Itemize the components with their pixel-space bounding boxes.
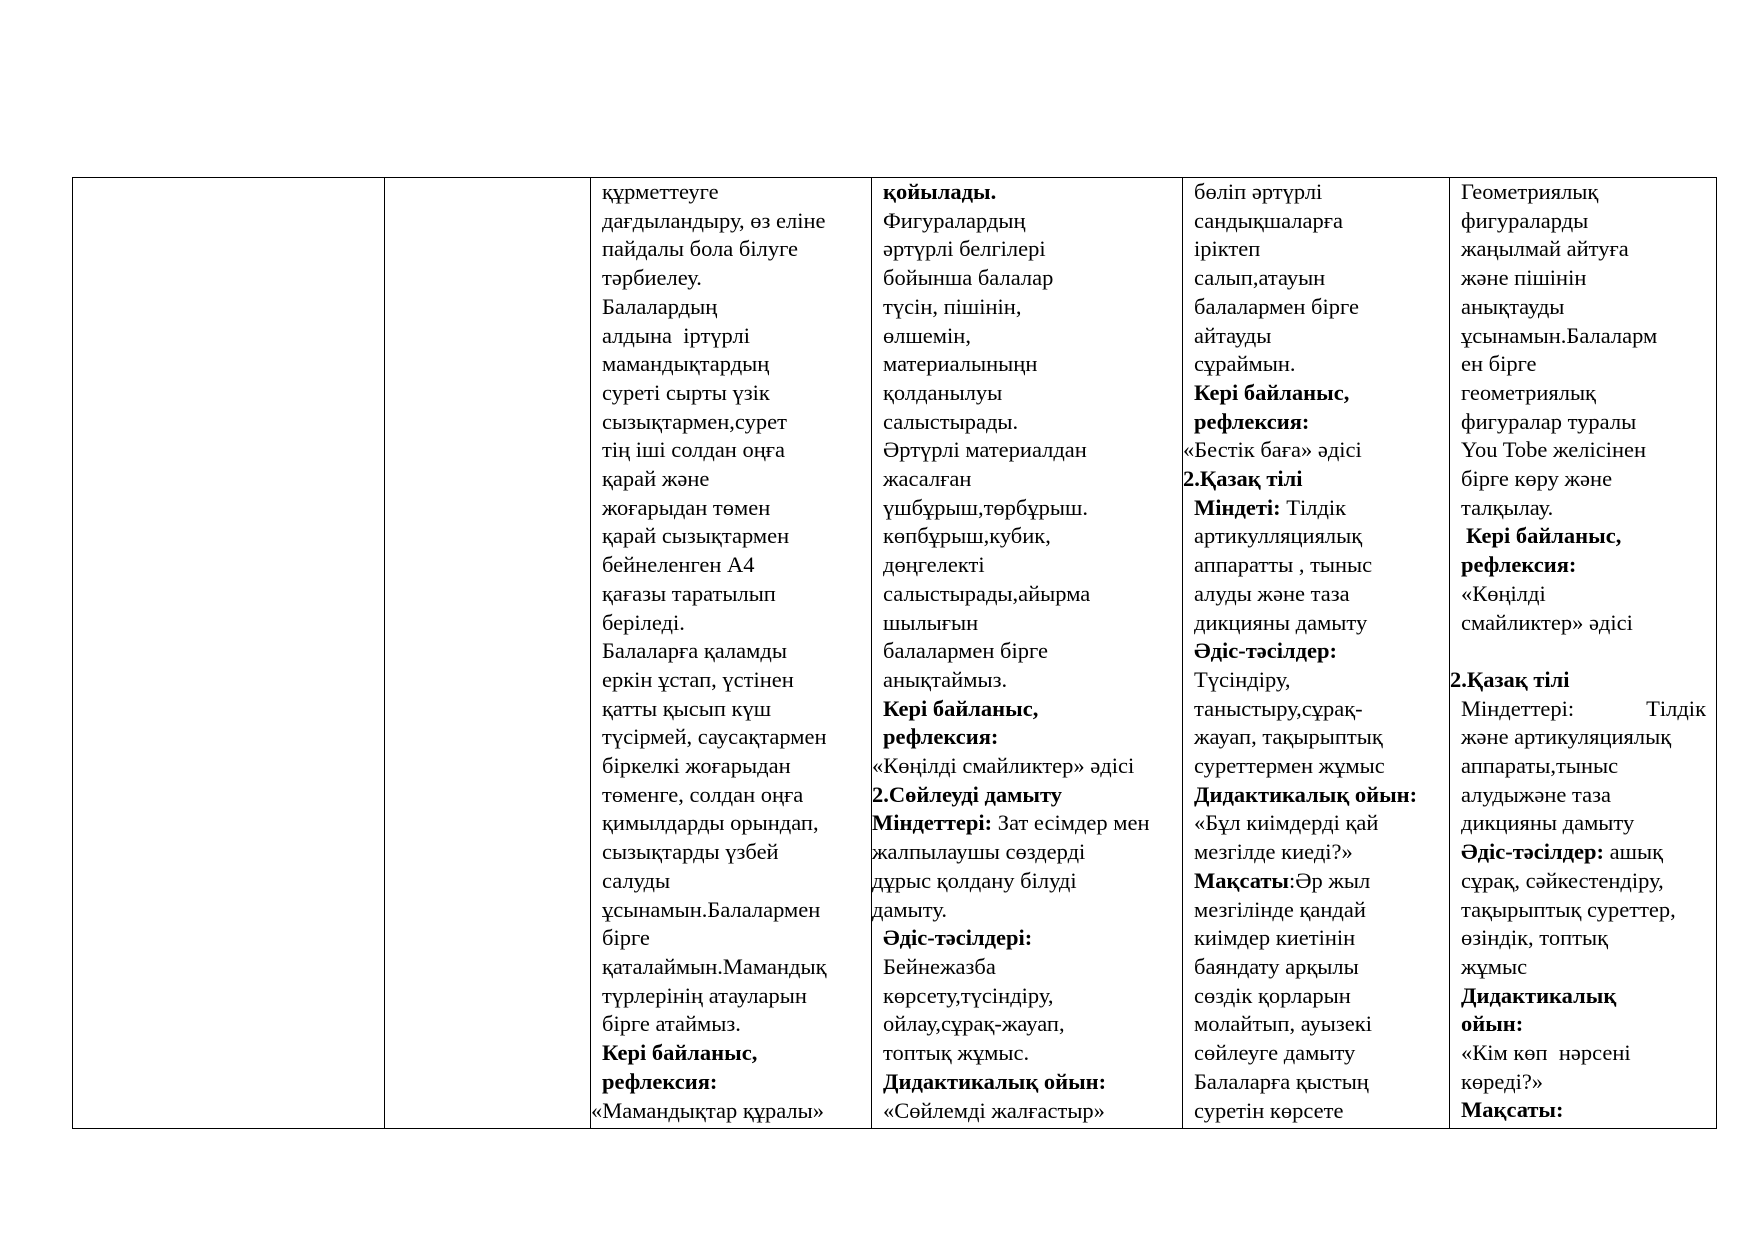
text-line: бейнеленген А4 — [602, 552, 755, 578]
text-line: бөліп әртүрлі — [1194, 179, 1323, 204]
text-line: балалармен бірге — [883, 638, 1048, 664]
text-line: қимылдарды орындап, — [602, 810, 819, 836]
text-line: баяндату арқылы — [1194, 953, 1359, 979]
text-line: дикцияны дамыту — [1461, 810, 1635, 836]
section-heading: 2.Қазақ тілі — [1450, 666, 1570, 692]
text-line: смайликтер» әдісі — [1461, 609, 1633, 635]
text-line: алуды және таза — [1194, 580, 1350, 606]
game-heading: ойын: — [1461, 1011, 1524, 1037]
text-line: «Көңілді — [1461, 580, 1546, 606]
text-line: бірге көру және — [1461, 466, 1613, 492]
text-line: біркелкі жоғарыдан — [602, 753, 791, 779]
text-line: айтауды — [1194, 322, 1272, 348]
text-line: салыстырады. — [883, 408, 1019, 434]
text-line: қойылады. — [883, 179, 997, 204]
reflection-heading: рефлексия: — [1461, 552, 1577, 578]
text-line: сызықтарды үзбей — [602, 839, 779, 865]
text-line: қарай және — [602, 466, 710, 492]
text-line: дамыту. — [872, 896, 947, 922]
text-line: қатты қысып күш — [602, 695, 772, 721]
text-line: жасалған — [883, 466, 972, 492]
text-line: сұраймын. — [1194, 351, 1296, 377]
section-heading: 2.Қазақ тілі — [1183, 466, 1303, 492]
tasks-label: Міндеттері: — [1461, 695, 1575, 721]
text-line: сызықтармен,сурет — [602, 408, 787, 434]
text-line: тәрбиелеу. — [602, 265, 702, 291]
text-line: еркін ұстап, үстінен — [602, 666, 794, 692]
methods-text: ашық — [1604, 839, 1664, 865]
text-line: алдына іртүрлі — [602, 322, 750, 348]
text-line: жоғарыдан төмен — [602, 494, 771, 520]
text-line: өлшемін, — [883, 322, 971, 348]
text-line: «Сөйлемді жалғастыр» — [883, 1097, 1105, 1123]
table-cell-col5 — [1183, 178, 1450, 1129]
text-line: үшбұрыш,төрбұрыш. — [883, 494, 1088, 520]
blank-line — [1450, 637, 1716, 666]
text-line: «Мамандықтар құралы» — [591, 1097, 825, 1123]
text-line: төменге, солдан оңға — [602, 781, 804, 807]
text-line: қағазы таратылып — [602, 580, 776, 606]
tasks-text: Тілдік — [1646, 695, 1706, 721]
table-cell-col2 — [385, 178, 591, 1129]
text-line: қарай сызықтармен — [602, 523, 790, 549]
feedback-heading: Кері байланыс, — [1466, 523, 1622, 549]
text-line: молайтып, ауызекі — [1194, 1011, 1372, 1037]
text-line: балалармен бірге — [1194, 293, 1359, 319]
text-line: суретін көрсете — [1194, 1097, 1344, 1123]
game-heading: Дидактикалық ойын: — [1194, 781, 1418, 807]
lesson-plan-table — [72, 177, 1717, 1129]
text-line: түрлерінің атауларын — [602, 982, 807, 1008]
goal-text: :Әр жыл — [1289, 867, 1371, 893]
table-cell-col3 — [591, 178, 872, 1129]
text-line — [1450, 695, 1716, 724]
text-line: материалыныңн — [883, 351, 1038, 377]
text-line: салып,атауын — [1194, 265, 1326, 291]
table-cell-col6 — [1450, 178, 1717, 1129]
text-line: топтық жұмыс. — [883, 1040, 1030, 1066]
text-line: салыстырады,айырма — [883, 580, 1091, 606]
text-line: киімдер киетінін — [1194, 925, 1356, 951]
methods-label: Әдіс-тәсілдер: — [1461, 839, 1605, 865]
text-line: мезгілде киеді?» — [1194, 839, 1353, 865]
text-line: мамандықтардың — [602, 351, 770, 377]
text-line: көрсету,түсіндіру, — [883, 982, 1054, 1008]
reflection-heading: рефлексия: — [883, 724, 999, 750]
text-line: құрметтеуге — [602, 179, 719, 204]
text-line: «Бұл киімдерді қай — [1194, 810, 1379, 836]
text-line: «Бестік баға» әдісі — [1183, 437, 1362, 463]
text-line: пайдалы бола білуге — [602, 236, 799, 262]
text-line: жалпылаушы сөздерді — [872, 839, 1086, 865]
text-line: бірге атаймыз. — [602, 1011, 741, 1037]
text-line: жаңылмай айтуға — [1461, 236, 1629, 262]
table-cell-col1 — [73, 178, 385, 1129]
feedback-heading: Кері байланыс, — [883, 695, 1039, 721]
text-line: көпбұрыш,кубик, — [883, 523, 1051, 549]
task-text: Тілдік — [1280, 494, 1347, 520]
text-line: дөңгелекті — [883, 552, 985, 578]
goal-label: Мақсаты — [1194, 867, 1289, 893]
text-line: түсірмей, саусақтармен — [602, 724, 827, 750]
text-line: бойынша балалар — [883, 265, 1054, 291]
text-line: жұмыс — [1461, 953, 1528, 979]
table-cell-col4 — [872, 178, 1183, 1129]
text-line — [1450, 838, 1716, 867]
text-line: қаталаймын.Мамандық — [602, 953, 827, 979]
tasks-label: Міндеттері: — [872, 810, 993, 836]
goal-heading: Мақсаты: — [1461, 1097, 1564, 1123]
text-line: сұрақ, сәйкестендіру, — [1461, 867, 1664, 893]
text-line: Түсіндіру, — [1194, 666, 1291, 692]
text-line: сандықшаларға — [1194, 207, 1343, 233]
reflection-heading: рефлексия: — [602, 1068, 718, 1094]
text-line: өзіндік, топтық — [1461, 925, 1609, 951]
text-line: көреді?» — [1461, 1068, 1544, 1094]
text-line: аппаратты , тыныс — [1194, 552, 1373, 578]
text-line: Бейнежазба — [883, 953, 996, 979]
text-line: сөйлеуге дамыту — [1194, 1040, 1356, 1066]
text-line: шылығын — [883, 609, 979, 635]
text-line: тің іші солдан оңға — [602, 437, 785, 463]
text-line: фигураларды — [1461, 207, 1589, 233]
text-line: сөздік қорларын — [1194, 982, 1351, 1008]
text-line: Балаларға қаламды — [602, 638, 787, 664]
text-line: алудыжәне таза — [1461, 781, 1611, 807]
text-line: «Көңілді смайликтер» әдісі — [872, 753, 1135, 779]
text-line: You Tobe желісінен — [1461, 437, 1647, 463]
text-line: іріктеп — [1194, 236, 1261, 262]
text-line: және артикуляциялық — [1461, 724, 1672, 750]
text-line: және пішінін — [1461, 265, 1587, 291]
tasks-text: Зат есімдер мен — [992, 810, 1150, 836]
methods-heading: Әдіс-тәсілдер: — [1194, 638, 1338, 664]
text-line: жауап, тақырыптық — [1194, 724, 1383, 750]
text-line: Әртүрлі материалдан — [883, 437, 1087, 463]
text-line: мезгілінде қандай — [1194, 896, 1366, 922]
game-heading: Дидактикалық — [1461, 982, 1617, 1008]
methods-heading: Әдіс-тәсілдері: — [883, 925, 1033, 951]
table-row — [73, 178, 1717, 1129]
text-line: ұсынамын.Балалармен — [602, 896, 821, 922]
feedback-heading: Кері байланыс, — [602, 1040, 758, 1066]
text-line: фигуралар туралы — [1461, 408, 1637, 434]
text-line: Балалардың — [602, 293, 718, 319]
text-line — [1183, 494, 1449, 523]
text-line: әртүрлі белгілері — [883, 236, 1046, 262]
text-line: геометриялық — [1461, 379, 1596, 405]
text-line: Балаларға қыстың — [1194, 1068, 1369, 1094]
section-heading: 2.Сөйлеуді дамыту — [872, 781, 1063, 807]
text-line: ен бірге — [1461, 351, 1537, 377]
text-line: салуды — [602, 867, 671, 893]
text-line: түсін, пішінін, — [883, 293, 1022, 319]
feedback-heading: Кері байланыс, — [1194, 379, 1350, 405]
reflection-heading: рефлексия: — [1194, 408, 1310, 434]
text-line: таныстыру,сұрақ- — [1194, 695, 1363, 721]
text-line: дұрыс қолдану білуді — [872, 867, 1077, 893]
text-line: Фигуралардың — [883, 207, 1026, 233]
text-line: дағдыландыру, өз еліне — [602, 207, 826, 233]
text-line — [1183, 867, 1449, 896]
text-line — [872, 809, 1182, 838]
text-line: қолданылуы — [883, 379, 1003, 405]
text-line: ұсынамын.Балаларм — [1461, 322, 1658, 348]
text-line: анықтауды — [1461, 293, 1565, 319]
text-line: суреті сырты үзік — [602, 379, 770, 405]
text-line: дикцияны дамыту — [1194, 609, 1368, 635]
text-line: анықтаймыз. — [883, 666, 1008, 692]
text-line: артикулляциялық — [1194, 523, 1363, 549]
text-line: талқылау. — [1461, 494, 1554, 520]
text-line: бірге — [602, 925, 650, 951]
text-line: аппараты,тыныс — [1461, 753, 1619, 779]
text-line: Геометриялық — [1461, 179, 1599, 204]
text-line: ойлау,сұрақ-жауап, — [883, 1011, 1065, 1037]
game-heading: Дидактикалық ойын: — [883, 1068, 1107, 1094]
task-label: Міндеті: — [1194, 494, 1281, 520]
text-line: беріледі. — [602, 609, 685, 635]
text-line: суреттермен жұмыс — [1194, 753, 1385, 779]
text-line: тақырыптық суреттер, — [1461, 896, 1676, 922]
text-line: «Кім көп нәрсені — [1461, 1040, 1631, 1066]
